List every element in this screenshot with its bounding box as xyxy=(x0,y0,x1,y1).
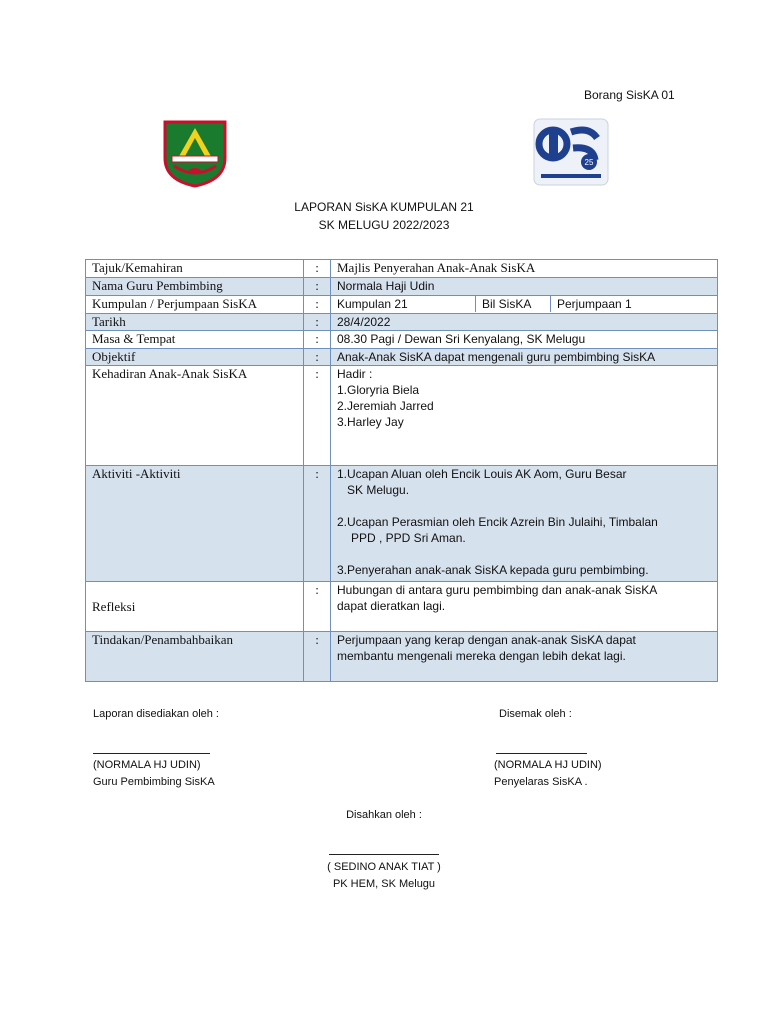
label-tarikh: Tarikh xyxy=(86,314,304,331)
value-guru: Normala Haji Udin xyxy=(331,278,718,296)
kehadiran-line: Hadir : xyxy=(337,367,373,381)
checked-by-name: (NORMALA HJ UDIN) xyxy=(494,759,602,771)
report-subtitle: SK MELUGU 2022/2023 xyxy=(318,218,450,232)
form-code: Borang SisKA 01 xyxy=(584,88,675,102)
tindakan-line: Perjumpaan yang kerap dengan anak-anak SisKA dapat xyxy=(337,633,636,647)
prepared-by-caption: Laporan disediakan oleh : xyxy=(93,708,219,720)
checked-by-caption: Disemak oleh : xyxy=(499,708,572,720)
aktiviti-line: 1.Ucapan Aluan oleh Encik Louis AK Aom, Guru Besar xyxy=(337,467,627,481)
value-objektif: Anak-Anak SisKA dapat mengenali guru pembimbing SisKA xyxy=(331,349,718,366)
tindakan-line: membantu mengenali mereka dengan lebih dekat lagi. xyxy=(337,649,626,663)
aktiviti-line: PPD , PPD Sri Aman. xyxy=(351,531,466,545)
aktiviti-line: 2.Ucapan Perasmian oleh Encik Azrein Bin Julaihi, Timbalan xyxy=(337,515,658,529)
approved-by-name: ( SEDINO ANAK TIAT ) xyxy=(327,861,441,873)
value-perjumpaan: Perjumpaan 1 xyxy=(557,297,632,311)
prepared-by-name: (NORMALA HJ UDIN) xyxy=(93,759,201,771)
value-masa: 08.30 Pagi / Dewan Sri Kenyalang, SK Melugu xyxy=(331,331,718,349)
row-objektif xyxy=(86,349,718,366)
emblem-number: 25 xyxy=(584,158,594,167)
refleksi-line: Hubungan di antara guru pembimbing dan anak-anak SisKA xyxy=(337,583,658,597)
value-kumpulan: Kumpulan 21 xyxy=(331,296,476,312)
colon: : xyxy=(304,366,331,466)
colon: : xyxy=(304,314,331,331)
prepared-by-role: Guru Pembimbing SisKA xyxy=(93,776,215,788)
row-kumpulan xyxy=(86,296,718,314)
label-refleksi: Refleksi xyxy=(86,582,304,632)
row-masa xyxy=(86,331,718,349)
label-aktiviti: Aktiviti -Aktiviti xyxy=(86,466,304,582)
label-kehadiran: Kehadiran Anak-Anak SisKA xyxy=(86,366,304,466)
label-masa: Masa & Tempat xyxy=(86,331,304,349)
colon: : xyxy=(304,260,331,278)
kehadiran-line: 2.Jeremiah Jarred xyxy=(337,399,434,413)
row-refleksi xyxy=(86,582,718,632)
colon: : xyxy=(304,582,331,632)
label-guru: Nama Guru Pembimbing xyxy=(86,278,304,296)
approved-by-caption: Disahkan oleh : xyxy=(346,809,422,821)
label-kumpulan: Kumpulan / Perjumpaan SisKA xyxy=(86,296,304,314)
kehadiran-line: 1.Gloryria Biela xyxy=(337,383,420,397)
value-tajuk: Majlis Penyerahan Anak-Anak SisKA xyxy=(331,260,718,278)
row-kehadiran xyxy=(86,366,718,466)
school-crest-logo xyxy=(160,118,230,188)
siska-emblem-logo xyxy=(533,118,609,186)
report-title: LAPORAN SisKA KUMPULAN 21 xyxy=(294,200,474,214)
row-tarikh xyxy=(86,314,718,331)
colon: : xyxy=(304,466,331,582)
row-tindakan xyxy=(86,632,718,682)
approved-by-role: PK HEM, SK Melugu xyxy=(332,878,436,890)
kehadiran-line: 3.Harley Jay xyxy=(337,415,404,429)
checked-by-role: Penyelaras SisKA . xyxy=(494,776,588,788)
colon: : xyxy=(304,278,331,296)
colon: : xyxy=(304,349,331,366)
approved-by-signature-line xyxy=(329,854,439,855)
refleksi-line: dapat dieratkan lagi. xyxy=(337,599,446,613)
label-objektif: Objektif xyxy=(86,349,304,366)
colon: : xyxy=(304,632,331,682)
row-tajuk xyxy=(86,260,718,278)
report-table xyxy=(85,259,718,682)
prepared-by-signature-line xyxy=(93,753,210,754)
label-tindakan: Tindakan/Penambahbaikan xyxy=(86,632,304,682)
value-tarikh: 28/4/2022 xyxy=(331,314,718,331)
checked-by-signature-line xyxy=(496,753,587,754)
bil-siska-label: Bil SisKA xyxy=(476,296,551,312)
aktiviti-line: SK Melugu. xyxy=(347,483,410,497)
aktiviti-line: 3.Penyerahan anak-anak SisKA kepada guru pembimbing. xyxy=(337,563,649,577)
colon: : xyxy=(304,296,331,314)
colon: : xyxy=(304,331,331,349)
row-aktiviti xyxy=(86,466,718,582)
label-tajuk: Tajuk/Kemahiran xyxy=(86,260,304,278)
row-guru xyxy=(86,278,718,296)
